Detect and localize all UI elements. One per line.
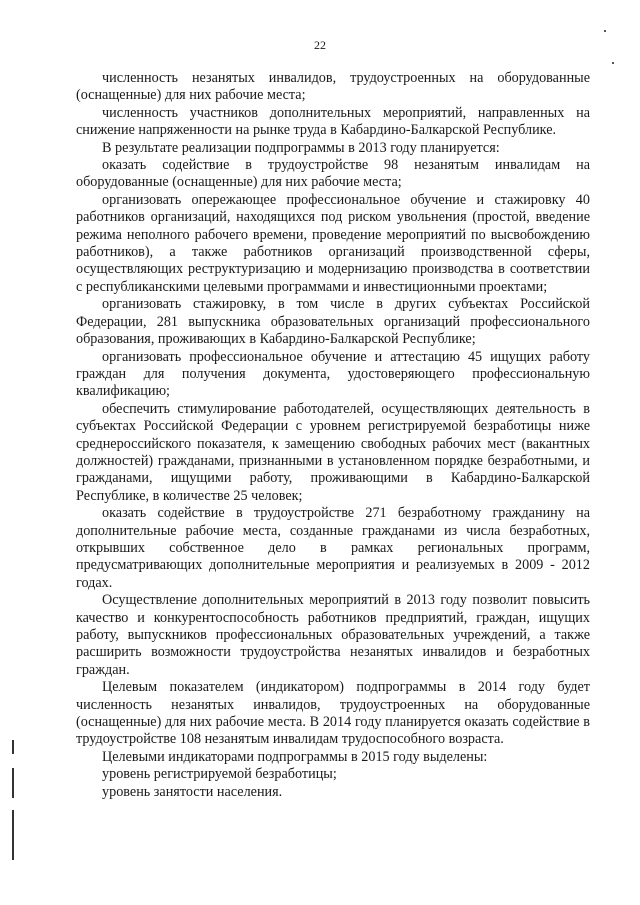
- scan-margin-line: [12, 740, 14, 754]
- paragraph: обеспечить стимулирование работодателей, осуществляющих деятельность в субъектах Российской Федерации с уровнем регистрируемой безработицы ниже среднероссийского показателя, к замещению свободных рабочих мест (вакантных должностей) гражданами, признанными в установленном порядке безработными, и гражданами, ищущими работу, проживающими в Кабардино-Балкарской Республике, в количестве 25 человек;: [76, 400, 590, 504]
- paragraph: Целевыми индикаторами подпрограммы в 2015 году выделены:: [102, 748, 488, 765]
- paragraph: Осуществление дополнительных мероприятий в 2013 году позволит повысить качество и конкурентоспособность работников предприятий, граждан, ищущих работу, выпускников профессиональных образовательных учреждений, а также расширить возможности трудоустройства незанятых инвалидов и безработных граждан.: [76, 592, 590, 678]
- paragraph: организовать профессиональное обучение и аттестацию 45 ищущих работу граждан для получения документа, удостоверяющего профессиональную квалификацию;: [76, 348, 590, 400]
- paragraph: уровень регистрируемой безработицы;: [102, 766, 337, 783]
- paragraph: В результате реализации подпрограммы в 2013 году планируется:: [102, 139, 500, 156]
- page-number: 22: [314, 38, 326, 52]
- document-body: [76, 70, 590, 801]
- paragraph: организовать стажировку, в том числе в других субъектах Российской Федерации, 281 выпускника образовательных организаций профессионального образования, проживающих в Кабардино-Балкарской Республике;: [76, 296, 590, 348]
- scan-mark: [612, 62, 614, 64]
- paragraph: уровень занятости населения.: [102, 783, 283, 800]
- paragraph: численность незанятых инвалидов, трудоустроенных на оборудованные (оснащенные) для них рабочие места;: [76, 70, 590, 104]
- paragraph: организовать опережающее профессиональное обучение и стажировку 40 работников организаций, находящихся под риском увольнения (простой, введение режима неполного рабочего времени, проведение мероприятий по высвобождению работников), а также работников организаций производственной сферы, осуществляющих реструктуризацию и модернизацию производства в соответствии с республиканскими целевыми программами и инвестиционными проектами;: [76, 191, 590, 295]
- paragraph: численность участников дополнительных мероприятий, направленных на снижение напряженности на рынке труда в Кабардино-Балкарской Республике.: [76, 104, 590, 139]
- paragraph: оказать содействие в трудоустройстве 271 безработному гражданину на дополнительные рабочие места, созданные гражданами из числа безработных, открывших собственное дело в рамках региональных программ, предусматривающих дополнительные мероприятия и реализуемых в 2009 - 2012 годах.: [76, 505, 590, 591]
- scan-mark: [604, 30, 606, 32]
- paragraph: оказать содействие в трудоустройстве 98 незанятым инвалидам на оборудованные (оснащенные) для них рабочие места;: [76, 157, 590, 191]
- scan-margin-line: [12, 768, 14, 798]
- paragraph: Целевым показателем (индикатором) подпрограммы в 2014 году будет численность незанятых инвалидов, трудоустроенных на оборудованные (оснащенные) для них рабочие места. В 2014 году планируется оказать содействие в трудоустройстве 108 незанятым инвалидам трудоспособного возраста.: [76, 679, 590, 748]
- scan-margin-line: [12, 810, 14, 860]
